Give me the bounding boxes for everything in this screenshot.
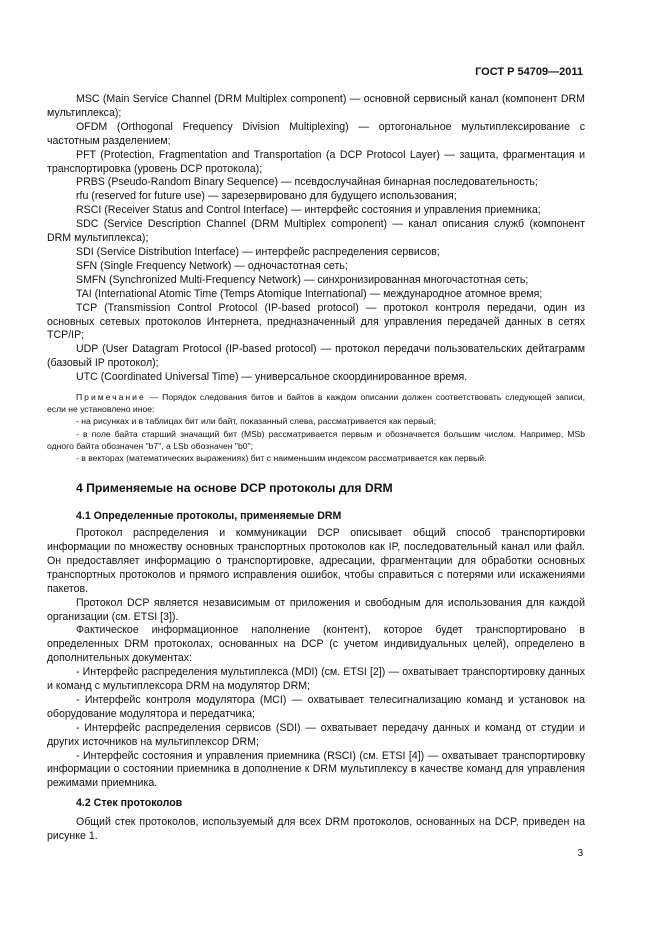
section-4-1-title: 4.1 Определенные протоколы, применяемые DRM [76, 510, 342, 523]
abbr-utc: UTC (Coordinated Universal Time) — универсальное скоординированное время. [76, 371, 468, 384]
abbr-tcp: TCP (Transmission Control Protocol (IP-based protocol) — протокол контроля передачи, один из основных сетевых протоколов Интернета, предназначенный для управления передачей данных в сетях TCP/IP; [47, 301, 585, 342]
abbr-sdc: SDC (Service Description Channel (DRM Multiplex component) — канал описания служб (компонент DRM мультиплекса); [47, 218, 585, 245]
note-text: — Порядок следования битов и байтов в каждом описании должен соответствовать следующей записи, если не установлено иное: [47, 392, 585, 415]
abbr-tai: TAI (International Atomic Time (Temps Atomique International) — международное атомное время; [76, 287, 543, 300]
paragraph-dcp-description: Протокол распределения и коммуникации DCP описывает общий способ транспортировки информации по множеству основных транспортных протоколов как IP, последовательный канал или файл. Он предоставляет информацию о транспортировке, адресации, фрагментации для обработки основных транспортных протоколов и прямого исправления ошибок, чтобы справиться с потерями или искажениями пакетов. [47, 527, 585, 595]
standard-header: ГОСТ Р 54709—2011 [475, 66, 583, 78]
abbr-rfu: rfu (reserved for future use) — зарезервировано для будущего использования; [76, 190, 457, 203]
abbr-pft: PFT (Protection, Fragmentation and Transportation (a DCP Protocol Layer) — защита, фрагментация и транспортировка (уровень DCP протокола); [47, 148, 585, 175]
page-content [47, 93, 585, 844]
note-label: Примечание [76, 392, 146, 403]
paragraph-dcp-independent: Протокол DCP является независимым от приложения и свободным для использования для каждой организации (см. ETSI [3]). [47, 596, 585, 623]
list-item-sdi: - Интерфейс распределения сервисов (SDI) — охватывает передачу данных и команд от студии и других источников на мультиплексор DRM; [47, 721, 585, 748]
list-item-mci: - Интерфейс контроля модулятора (MCI) — охватывает телесигнализацию команд и установок на оборудование модулятора и передатчика; [47, 693, 585, 720]
section-4-title: 4 Применяемые на основе DCP протоколы для DRM [76, 481, 393, 496]
abbr-udp: UDP (User Datagram Protocol (IP-based protocol) — протокол передачи пользовательских дейтаграмм (базовый IP протокол); [47, 343, 585, 370]
note-item-3: - в векторах (математических выражениях) бит с наименьшим индексом рассматривается как первый. [76, 453, 487, 464]
section-4-2-title: 4.2 Стек протоколов [76, 797, 183, 810]
abbr-smfn: SMFN (Synchronized Multi-Frequency Network) — синхронизированная многочастотная сеть; [76, 273, 529, 286]
abbr-sfn: SFN (Single Frequency Network) — одночастотная сеть; [76, 259, 348, 272]
abbr-sdi: SDI (Service Distribution Interface) — интерфейс распределения сервисов; [76, 245, 440, 258]
note-intro [47, 391, 585, 415]
abbr-rsci: RSCI (Receiver Status and Control Interface) — интерфейс состояния и управления приемника; [76, 204, 541, 217]
paragraph-protocol-stack: Общий стек протоколов, используемый для всех DRM протоколов, основанных на DCP, приведен на рисунке 1. [47, 816, 585, 843]
abbr-msc: MSC (Main Service Channel (DRM Multiplex component) — основной сервисный канал (компонент DRM мультиплекса); [47, 93, 585, 119]
page-number: 3 [577, 848, 583, 859]
paragraph-content: Фактическое информационное наполнение (контент), которое будет транспортировано в определенных DRM протоколах, основанных на DCP (с учетом индивидуальных целей), определено в дополнительных документах: [47, 624, 585, 665]
note-item-1: - на рисунках и в таблицах бит или байт, показанный слева, рассматривается как первый; [76, 416, 436, 427]
abbr-prbs: PRBS (Pseudo-Random Binary Sequence) — псевдослучайная бинарная последовательность; [76, 176, 538, 189]
note-item-2: - в поле байта старший значащий бит (MSb) рассматривается первым и обозначается большим числом. Например, MSb одного байта обозначен "b7", а LSb обозначен "b0"; [47, 428, 585, 451]
list-item-mdi: - Интерфейс распределения мультиплекса (MDI) (см. ETSI [2]) — охватывает транспортировку данных и команд с мультиплексора DRM на модулятор DRM; [47, 666, 585, 693]
abbr-ofdm: OFDM (Orthogonal Frequency Division Multiplexing) — ортогональное мультиплексирование с частотным разделением; [47, 120, 585, 147]
list-item-rsci: - Интерфейс состояния и управления приемника (RSCI) (см. ETSI [4]) — охватывает транспортировку информации о состоянии приемника в дополнение к DRM мультиплексу в качестве команд для управления режимами приемника. [47, 749, 585, 790]
